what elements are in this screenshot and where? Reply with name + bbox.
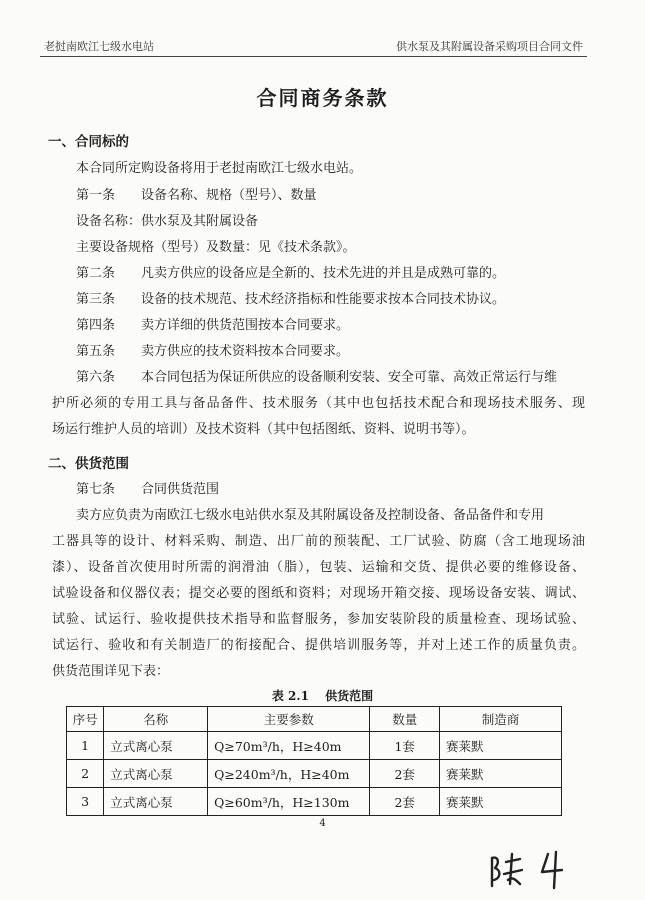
equipment-spec-line: 主要设备规格（型号）及数量：见《技术条款》。: [76, 240, 356, 255]
table-cell: 立式离心泵: [104, 760, 208, 788]
table-cell: 2套: [370, 788, 440, 816]
table-cell: 1: [67, 732, 104, 760]
article-7-line: 第七条 合同供货范围: [76, 482, 220, 497]
supply-scope-table: [66, 706, 562, 816]
column-header: 名称: [104, 707, 208, 732]
article-6-continuation: 护所必须的专用工具与备品备件、技术服务（其中也包括技术配合和现场技术服务、现: [52, 396, 585, 411]
article-6-line: 第六条 本合同包括为保证所供应的设备顺利安装、安全可靠、高效正常运行与维: [76, 370, 558, 385]
supply-paragraph-line: 供货范围详见下表：: [52, 664, 170, 679]
article-3-line: 第三条 设备的技术规范、技术经济指标和性能要求按本合同技术协议。: [76, 292, 506, 307]
table-cell: 赛莱默: [439, 732, 561, 760]
supply-paragraph-line: 工器具等的设计、材料采购、制造、出厂前的预装配、工厂试验、防腐（含工地现场油: [52, 534, 585, 549]
section-2-heading: 二、供货范围: [48, 456, 129, 472]
supply-paragraph-line: 漆）、设备首次使用时所需的润滑油（脂），包装、运输和交货、提供必要的维修设备、: [52, 560, 585, 575]
article-6-continuation: 场运行维护人员的培训）及技术资料（其中包括图纸、资料、说明书等）。: [52, 422, 475, 437]
section-1-line: 本合同所定购设备将用于老挝南欧江七级水电站。: [76, 161, 363, 176]
page-number: 4: [319, 818, 326, 829]
table-cell: 2套: [370, 760, 440, 788]
table-cell: 立式离心泵: [104, 732, 208, 760]
table-cell: 赛莱默: [439, 760, 561, 788]
header-rule: [40, 56, 587, 57]
table-cell: 3: [67, 788, 104, 816]
article-4-line: 第四条 卖方详细的供货范围按本合同要求。: [76, 318, 350, 333]
table-cell: Q≥240m³/h，H≥40m: [208, 760, 370, 788]
supply-paragraph-line: 试验、试运行、验收提供技术指导和监督服务，参加安装阶段的质量检查、现场试验、: [52, 612, 585, 627]
table-caption: 表 2.1 供货范围: [271, 689, 374, 703]
table-cell: Q≥60m³/h，H≥130m: [208, 788, 370, 816]
table-row: [67, 788, 562, 816]
supply-paragraph-line: 卖方应负责为南欧江七级水电站供水泵及其附属设备及控制设备、备品备件和专用: [76, 508, 545, 523]
article-2-line: 第二条 凡卖方供应的设备应是全新的、技术先进的并且是成熟可靠的。: [76, 266, 506, 281]
column-header: 主要参数: [208, 707, 370, 732]
article-5-line: 第五条 卖方供应的技术资料按本合同要求。: [76, 344, 350, 359]
equipment-name-line: 设备名称：供水泵及其附属设备: [76, 214, 259, 229]
column-header: 数量: [370, 707, 440, 732]
table-row: [67, 760, 562, 788]
column-header: 序号: [67, 707, 104, 732]
table-row: [67, 732, 562, 760]
header-right: 供水泵及其附属设备采购项目合同文件: [396, 40, 583, 53]
supply-paragraph-line: 试验设备和仪器仪表；提交必要的图纸和资料；对现场开箱交接、现场设备安装、调试、: [52, 586, 585, 601]
supply-paragraph-line: 试运行、验收和有关制造厂的衔接配合、提供培训服务等，并对上述工作的质量负责。: [52, 638, 585, 653]
article-1-line: 第一条 设备名称、规格（型号）、数量: [76, 188, 317, 203]
table-cell: 立式离心泵: [104, 788, 208, 816]
table-cell: Q≥70m³/h，H≥40m: [208, 732, 370, 760]
header-left: 老挝南欧江七级水电站: [44, 40, 154, 53]
page-title: 合同商务条款: [256, 86, 389, 110]
table-cell: 赛莱默: [439, 788, 561, 816]
table-header-row: [67, 707, 562, 732]
table-cell: 2: [67, 760, 104, 788]
section-1-heading: 一、合同标的: [48, 134, 129, 150]
table-cell: 1套: [370, 732, 440, 760]
column-header: 制造商: [439, 707, 561, 732]
handwritten-signature: [486, 846, 596, 890]
